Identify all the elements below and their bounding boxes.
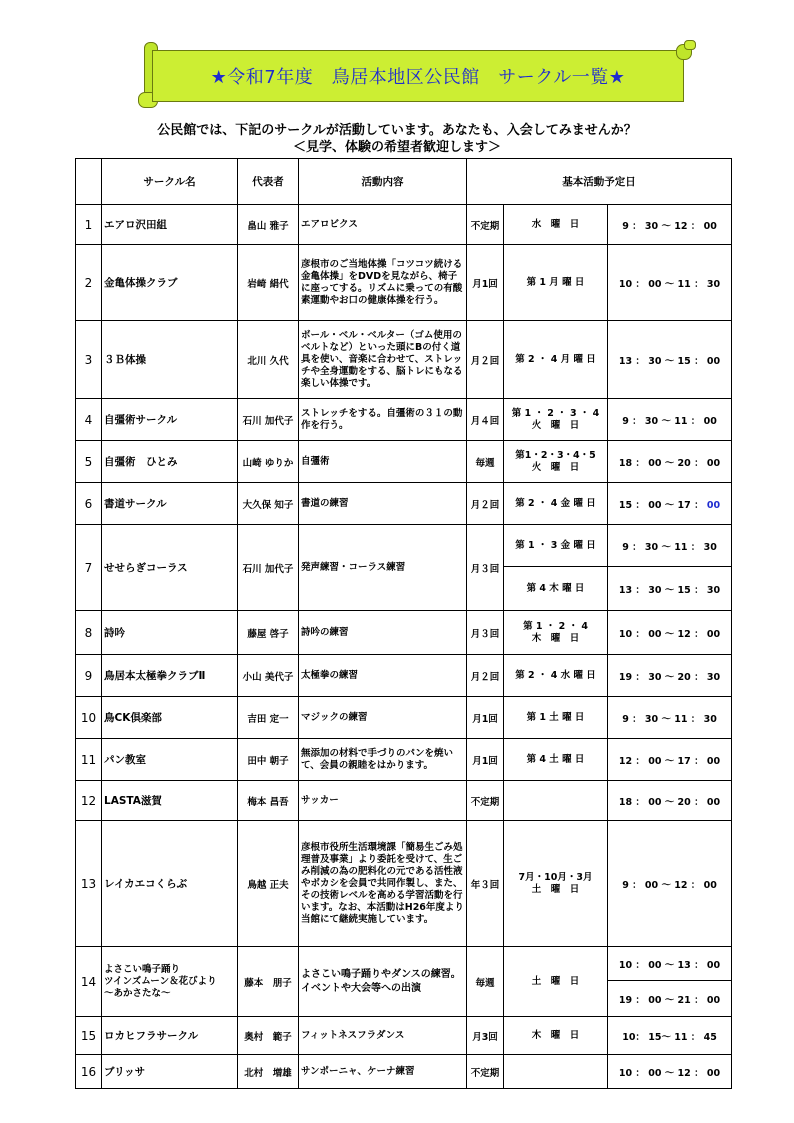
header-number <box>76 159 102 205</box>
circle-name: 書道サークル <box>102 483 238 525</box>
table-row <box>76 1017 732 1055</box>
activity: 彦根市のご当地体操「コツコツ続ける金亀体操」をDVDを見ながら、椅子に座ってする。リズムに乗っての有酸素運動やお口の健康体操を行う。 <box>299 245 467 321</box>
frequency: 月1回 <box>467 697 504 739</box>
activity: フィットネスフラダンス <box>299 1017 467 1055</box>
table-row <box>76 205 732 245</box>
day: 第 4 土 曜 日 <box>504 739 608 781</box>
intro-line-1: 公民館では、下記のサークルが活動しています。あなたも、入会してみませんか？ <box>157 123 637 138</box>
circle-name: 自彊術サークル <box>102 399 238 441</box>
time: 10： 15～ 11 ： 45 <box>608 1017 732 1055</box>
time: 10 ： 00 ～ 12 ： 00 <box>608 1055 732 1089</box>
time: 18 ： 00 ～ 20 ： 00 <box>608 781 732 821</box>
frequency: 月３回 <box>467 611 504 655</box>
circle-name: せせらぎコーラス <box>102 525 238 611</box>
header-schedule: 基本活動予定日 <box>467 159 732 205</box>
page-title: ★令和7年度 鳥居本地区公民館 サークル一覧★ <box>152 50 684 102</box>
table-row <box>76 697 732 739</box>
row-number: 3 <box>76 321 102 399</box>
representative: 鳥越 正夫 <box>238 821 299 947</box>
table-row <box>76 245 732 321</box>
frequency: 年３回 <box>467 821 504 947</box>
representative: 山崎 ゆりか <box>238 441 299 483</box>
activity: ボール・ベル・ベルター（ゴム使用のベルトなど）といった頭にBの付く道具を使い、音楽に合わせて、ストレッチや全身運動をする、脳トレにもなる楽しい体操です。 <box>299 321 467 399</box>
representative: 奥村 範子 <box>238 1017 299 1055</box>
circle-name: ロカヒフラサークル <box>102 1017 238 1055</box>
frequency: 月２回 <box>467 483 504 525</box>
title-banner <box>138 38 708 110</box>
circle-name: 鳥CK倶楽部 <box>102 697 238 739</box>
time <box>608 483 732 525</box>
circle-name: LASTA滋賀 <box>102 781 238 821</box>
day: 第 2 ・ 4 月 曜 日 <box>504 321 608 399</box>
row-number: 6 <box>76 483 102 525</box>
frequency: 不定期 <box>467 781 504 821</box>
time-part-highlight: 00 <box>706 499 721 511</box>
frequency: 毎週 <box>467 441 504 483</box>
day: 7月・10月・3月 土 曜 日 <box>504 821 608 947</box>
activity: エアロビクス <box>299 205 467 245</box>
header-activity: 活動内容 <box>299 159 467 205</box>
time: 10 ： 00 ～ 13 ： 00 <box>608 947 732 981</box>
representative: 畠山 雅子 <box>238 205 299 245</box>
day: 土 曜 日 <box>504 947 608 1017</box>
activity: サンポーニャ、ケーナ練習 <box>299 1055 467 1089</box>
time: 19 ： 30 ～ 20 ： 30 <box>608 655 732 697</box>
row-number: 10 <box>76 697 102 739</box>
representative: 藤屋 啓子 <box>238 611 299 655</box>
row-number: 8 <box>76 611 102 655</box>
table-row <box>76 321 732 399</box>
activity: 発声練習・コーラス練習 <box>299 525 467 611</box>
day: 第 1 ・ 2 ・ 4 木 曜 日 <box>504 611 608 655</box>
time: 10 ： 00 ～ 12 ： 00 <box>608 611 732 655</box>
frequency: 月２回 <box>467 321 504 399</box>
activity: ストレッチをする。自彊術の３１の動作を行う。 <box>299 399 467 441</box>
representative: 大久保 知子 <box>238 483 299 525</box>
day: 木 曜 日 <box>504 1017 608 1055</box>
row-number: 13 <box>76 821 102 947</box>
circle-name: ３Ｂ体操 <box>102 321 238 399</box>
time: 12 ： 00 ～ 17 ： 00 <box>608 739 732 781</box>
day: 第1・2・3・4・5 火 曜 日 <box>504 441 608 483</box>
day: 第 1 ・ 3 金 曜 日 <box>504 525 608 567</box>
representative: 北川 久代 <box>238 321 299 399</box>
intro-text <box>0 122 794 156</box>
representative: 藤本 朋子 <box>238 947 299 1017</box>
time: 19 ： 00 ～ 21 ： 00 <box>608 981 732 1017</box>
day <box>504 1055 608 1089</box>
representative: 吉田 定一 <box>238 697 299 739</box>
circle-name: よさこい鳴子踊り ツインズムーン＆花びより ～あかさたな～ <box>102 947 238 1017</box>
circle-name: エアロ沢田組 <box>102 205 238 245</box>
activity: 太極拳の練習 <box>299 655 467 697</box>
row-number: 16 <box>76 1055 102 1089</box>
table-row <box>76 1055 732 1089</box>
header-circle-name: サークル名 <box>102 159 238 205</box>
activity: 彦根市役所生活環境課「簡易生ごみ処理普及事業」より委託を受けて、生ごみ削減の為の肥料化の元である活性液やボカシを会員で共同作製し、また、その技術レベルを高める学習活動を行います。なお、本活動はH26年度より当館にて継続実施しています。 <box>299 821 467 947</box>
time: 18 ： 00 ～ 20 ： 00 <box>608 441 732 483</box>
activity: マジックの練習 <box>299 697 467 739</box>
time: 9 ： 30 ～ 11 ： 30 <box>608 697 732 739</box>
table-row <box>76 483 732 525</box>
frequency: 月３回 <box>467 525 504 611</box>
row-number: 1 <box>76 205 102 245</box>
circle-name: 自彊術 ひとみ <box>102 441 238 483</box>
representative: 田中 朝子 <box>238 739 299 781</box>
activity: 無添加の材料で手づりのパンを焼いて、会員の親睦をはかります。 <box>299 739 467 781</box>
row-number: 7 <box>76 525 102 611</box>
day: 第 2 ・ 4 水 曜 日 <box>504 655 608 697</box>
header-representative: 代表者 <box>238 159 299 205</box>
table-row <box>76 611 732 655</box>
day <box>504 781 608 821</box>
activity: 書道の練習 <box>299 483 467 525</box>
day: 第 1 土 曜 日 <box>504 697 608 739</box>
row-number: 11 <box>76 739 102 781</box>
row-number: 14 <box>76 947 102 1017</box>
day: 第 1 月 曜 日 <box>504 245 608 321</box>
time: 13 ： 30 ～ 15 ： 30 <box>608 567 732 611</box>
time: 9 ： 30 ～ 11 ： 30 <box>608 525 732 567</box>
row-number: 9 <box>76 655 102 697</box>
frequency: 月４回 <box>467 399 504 441</box>
time-part: 15 ： 00 ～ 17 ： <box>618 499 707 511</box>
table-row <box>76 781 732 821</box>
frequency: 月3回 <box>467 1017 504 1055</box>
activity: 詩吟の練習 <box>299 611 467 655</box>
activity: よさこい鳴子踊りやダンスの練習。イベントや大会等への出演 <box>299 947 467 1017</box>
time: 9 ： 00 ～ 12 ： 00 <box>608 821 732 947</box>
row-number: 15 <box>76 1017 102 1055</box>
frequency: 毎週 <box>467 947 504 1017</box>
intro-line-2: ＜見学、体験の希望者歓迎します＞ <box>292 140 501 155</box>
scroll-right-curl <box>684 40 696 50</box>
circle-name: ブリッサ <box>102 1055 238 1089</box>
day: 水 曜 日 <box>504 205 608 245</box>
table-header-row <box>76 159 732 205</box>
time: 10 ： 00 ～ 11 ： 30 <box>608 245 732 321</box>
time: 13 ： 30 ～ 15 ： 00 <box>608 321 732 399</box>
representative: 石川 加代子 <box>238 525 299 611</box>
day: 第 1 ・ 2 ・ 3 ・ 4 火 曜 日 <box>504 399 608 441</box>
day: 第 4 木 曜 日 <box>504 567 608 611</box>
frequency: 月２回 <box>467 655 504 697</box>
frequency: 不定期 <box>467 205 504 245</box>
frequency: 月1回 <box>467 739 504 781</box>
representative: 石川 加代子 <box>238 399 299 441</box>
frequency: 月1回 <box>467 245 504 321</box>
frequency: 不定期 <box>467 1055 504 1089</box>
row-number: 2 <box>76 245 102 321</box>
time: 9 ： 30 ～ 12 ： 00 <box>608 205 732 245</box>
table-row <box>76 525 732 567</box>
table-row <box>76 821 732 947</box>
row-number: 4 <box>76 399 102 441</box>
time: 9 ： 30 ～ 11 ： 00 <box>608 399 732 441</box>
circle-name: 鳥居本太極拳クラブⅡ <box>102 655 238 697</box>
day: 第 2 ・ 4 金 曜 日 <box>504 483 608 525</box>
row-number: 5 <box>76 441 102 483</box>
circle-name: パン教室 <box>102 739 238 781</box>
activity: サッカー <box>299 781 467 821</box>
circle-name: 詩吟 <box>102 611 238 655</box>
representative: 梅本 昌吾 <box>238 781 299 821</box>
representative: 北村 増雄 <box>238 1055 299 1089</box>
representative: 岩崎 絹代 <box>238 245 299 321</box>
table-row <box>76 441 732 483</box>
circle-table <box>75 158 732 1089</box>
circle-name: 金亀体操クラブ <box>102 245 238 321</box>
table-row <box>76 947 732 981</box>
table-row <box>76 655 732 697</box>
activity: 自彊術 <box>299 441 467 483</box>
table-row <box>76 739 732 781</box>
representative: 小山 美代子 <box>238 655 299 697</box>
table-row <box>76 399 732 441</box>
circle-name: レイカエコくらぶ <box>102 821 238 947</box>
row-number: 12 <box>76 781 102 821</box>
